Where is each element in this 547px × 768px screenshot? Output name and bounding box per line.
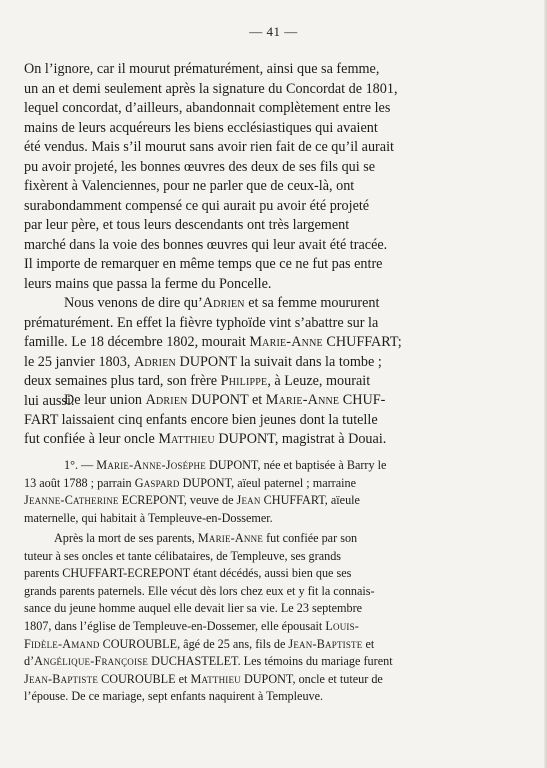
text-line: famille. Le 18 décembre 1802, mourait Marie-Anne CHUFFART; <box>24 334 402 350</box>
text-line: fixèrent à Valenciennes, pour ne parler que de ceux-là, ont <box>24 178 355 194</box>
text-line: Fidèle-Amand COUROUBLE, âgé de 25 ans, fils de Jean-Baptiste et <box>24 636 375 651</box>
paragraph-4 <box>24 457 516 527</box>
text-line: Nous venons de dire qu’Adrien et sa femme moururent <box>64 295 380 311</box>
person-name: Adrien <box>145 392 188 408</box>
text-line: 1807, dans l’église de Templeuve-en-Dossemer, elle épousait Louis- <box>24 618 360 633</box>
text-line: 13 août 1788 ; parrain Gaspard DUPONT, aïeul paternel ; marraine <box>24 475 357 490</box>
paragraph-3 <box>24 391 516 450</box>
person-name: Philippe <box>220 373 268 389</box>
surname: DUPONT <box>179 353 237 370</box>
person-name: Jean-Baptiste <box>24 671 99 686</box>
person-name: Marie-Anne-Joséphe <box>96 458 206 472</box>
text-line: FART laissaient cinq enfants encore bien jeunes dont la tutelle <box>24 411 378 428</box>
text-line: 1°. — Marie-Anne-Joséphe DUPONT, née et baptisée à Barry le <box>64 458 387 472</box>
person-name: Fidèle-Amand <box>24 636 100 651</box>
text-line: été vendus. Mais s’il mourut sans avoir rien fait de ce qu’il aurait <box>24 139 394 155</box>
text-line: Il importe de remarquer en même temps que ce ne fut pas entre <box>24 256 383 272</box>
text-line: tuteur à ses oncles et tante célibataires, de Templeuve, ses grands <box>24 548 342 563</box>
surname: COUROUBLE <box>101 671 176 686</box>
person-name: Jeanne-Catherine <box>24 493 119 508</box>
text-line: maternelle, qui habitait à Templeuve-en-Dossemer. <box>24 510 273 525</box>
text-line: parents CHUFFART-ECREPONT étant décédés, aussi bien que ses <box>24 566 352 581</box>
surname: DUPONT <box>182 475 232 490</box>
text-line: De leur union Adrien DUPONT et Marie-Anne CHUF- <box>64 392 386 408</box>
person-name: Gaspard <box>134 475 180 490</box>
page-number: — 41 — <box>249 24 298 39</box>
person-name: Marie-Anne <box>249 334 323 350</box>
text-line: leurs mains que passa la ferme du Poncelle. <box>24 275 272 292</box>
text-line: Jean-Baptiste COUROUBLE et Matthieu DUPONT, oncle et tuteur de <box>24 671 383 686</box>
text-line: surabondamment compensé ce qui aurait pu avoir été projeté <box>24 197 370 214</box>
surname: FART <box>24 411 59 428</box>
surname: DUPONT <box>243 671 293 686</box>
text-line: marché dans la voie des bonnes œuvres qui leur avait été tracée. <box>24 236 388 253</box>
surname: CHUFFART <box>263 493 325 508</box>
text-line: Après la mort de ses parents, Marie-Anne fut confiée par son <box>54 531 358 545</box>
person-name: Jean-Baptiste <box>288 636 363 651</box>
text-line: pu avoir projeté, les bonnes œuvres des deux de ses fils qui se <box>24 158 376 175</box>
text-line: le 25 janvier 1803, Adrien DUPONT la suivait dans la tombe ; <box>24 353 382 370</box>
paragraph-5 <box>24 530 516 706</box>
text-line: d’Angélique-Françoise DUCHASTELET. Les témoins du mariage furent <box>24 654 393 669</box>
text-line: mains de leurs acquéreurs les biens ecclésiastiques qui avaient <box>24 119 378 136</box>
text-line: un an et demi seulement après la signature du Concordat de 1801, <box>24 80 398 97</box>
person-name: Adrien <box>202 295 245 311</box>
surname: DUCHASTELET <box>151 654 238 669</box>
person-name: Marie-Anne <box>265 392 340 408</box>
surname: CHUF- <box>342 392 386 408</box>
person-name: Marie-Anne <box>197 531 264 545</box>
text-line: lequel concordat, d’ailleurs, abandonnait complètement entre les <box>24 100 391 116</box>
surname: DUPONT <box>191 392 249 408</box>
surname: ECREPONT <box>121 493 184 508</box>
person-name: Matthieu <box>190 671 241 686</box>
text-line: l’épouse. De ce mariage, sept enfants naquirent à Templeuve. <box>24 689 324 704</box>
surname: COUROUBLE <box>102 636 178 651</box>
person-name: Matthieu <box>158 431 215 447</box>
text-line: On l’ignore, car il mourut prématurément, ainsi que sa femme, <box>24 61 380 77</box>
person-name: Jean <box>236 493 261 508</box>
surname: CHUFFART <box>326 334 398 350</box>
person-name: Adrien <box>133 353 176 370</box>
paragraph-1 <box>24 60 516 294</box>
text-line: prématurément. En effet la fièvre typhoïde vint s’abattre sur la <box>24 314 379 331</box>
text-line: lui aussi. <box>24 392 75 409</box>
person-name: Louis- <box>325 618 360 633</box>
surname: DUPONT <box>218 431 275 447</box>
text-line: deux semaines plus tard, son frère Philippe, à Leuze, mourait <box>24 373 371 389</box>
text-line: grands parents paternels. Elle vécut dès lors chez eux et y fit la connais- <box>24 583 375 598</box>
surname: DUPONT <box>208 458 258 472</box>
text-line: sance du jeune homme auquel elle devait lier sa vie. Le 23 septembre <box>24 601 363 616</box>
text-line: par leur père, et tous leurs descendants ont très largement <box>24 217 350 233</box>
text-line: Jeanne-Catherine ECREPONT, veuve de Jean CHUFFART, aïeule <box>24 493 360 508</box>
surname: CHUFFART-ECREPONT <box>62 566 190 581</box>
text-line: fut confiée à leur oncle Matthieu DUPONT, magistrat à Douai. <box>24 431 387 447</box>
person-name: Angélique-Françoise <box>34 654 149 669</box>
